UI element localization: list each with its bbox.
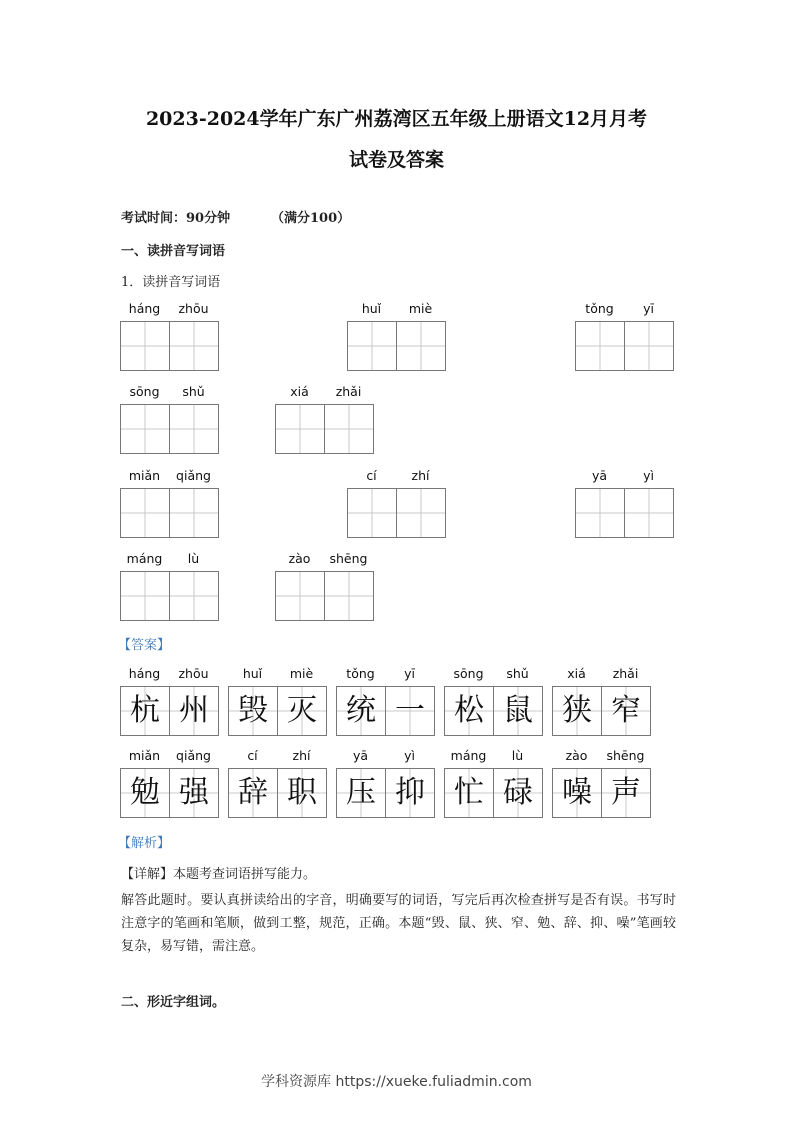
blank-word-huimie <box>347 301 446 371</box>
pinyin: qiǎng <box>176 748 211 763</box>
pinyin: xiá <box>290 384 309 399</box>
pinyin: zào <box>565 748 588 763</box>
answer-cell <box>229 769 278 817</box>
writing-cell <box>348 489 397 537</box>
writing-cell <box>121 489 170 537</box>
pinyin: shǔ <box>182 384 205 399</box>
pinyin: yī <box>404 666 415 681</box>
answer-cell <box>278 769 327 817</box>
blank-word-yayi <box>575 468 674 538</box>
answer-cell <box>553 687 602 735</box>
exam-score: （满分100） <box>271 211 351 226</box>
answer-word <box>552 666 651 736</box>
pinyin: zhǎi <box>612 666 639 681</box>
pinyin: tǒng <box>585 301 614 316</box>
answer-cell <box>278 687 327 735</box>
writing-cell <box>325 405 374 453</box>
pinyin: lù <box>187 551 200 566</box>
pinyin: zhí <box>411 468 430 483</box>
answer-char: 声 <box>611 775 641 810</box>
writing-cell <box>170 322 219 370</box>
pinyin: zhí <box>292 748 311 763</box>
answer-char: 窄 <box>611 693 641 728</box>
writing-cell <box>348 322 397 370</box>
pinyin: yā <box>591 468 608 483</box>
writing-cell <box>276 572 325 620</box>
pinyin: xiá <box>567 666 586 681</box>
answer-cell <box>602 769 651 817</box>
answer-word <box>444 666 543 736</box>
answer-char: 毁 <box>238 693 268 728</box>
blank-word-zaosheng <box>275 551 374 621</box>
answer-char: 强 <box>179 775 209 810</box>
pinyin: miǎn <box>128 748 161 763</box>
answer-char: 州 <box>179 693 209 728</box>
pinyin: tǒng <box>346 666 375 681</box>
answer-cell <box>445 687 494 735</box>
section1-heading: 一、读拼音写词语 <box>121 244 226 259</box>
answer-word <box>336 748 435 818</box>
answer-char: 压 <box>346 775 376 810</box>
pinyin: máng <box>126 551 163 566</box>
section2-heading: 二、形近字组词。 <box>121 995 226 1010</box>
answer-word <box>120 666 219 736</box>
pinyin: miè <box>289 666 314 681</box>
pinyin: zhōu <box>178 301 209 316</box>
pinyin: huǐ <box>242 666 263 681</box>
question-1: 1．读拼音写词语 <box>121 275 221 290</box>
blank-word-tongyi <box>575 301 674 371</box>
writing-cell <box>121 322 170 370</box>
answer-char: 狭 <box>562 693 592 728</box>
answer-cell <box>121 687 170 735</box>
page-title: 2023-2024学年广东广州荔湾区五年级上册语文12月月考 <box>145 108 648 130</box>
answer-cell <box>170 687 219 735</box>
pinyin: yī <box>643 301 654 316</box>
answer-cell <box>229 687 278 735</box>
writing-cell <box>170 489 219 537</box>
writing-cell <box>325 572 374 620</box>
answer-label: 【答案】 <box>118 638 171 653</box>
writing-cell <box>576 489 625 537</box>
analysis-label: 【解析】 <box>118 836 171 851</box>
blank-word-mianqiang <box>120 468 219 538</box>
answer-char: 鼠 <box>503 693 533 728</box>
pinyin: zhōu <box>178 666 209 681</box>
pinyin: huǐ <box>361 301 382 316</box>
answer-word <box>228 666 327 736</box>
answer-cell <box>553 769 602 817</box>
answer-cell <box>494 687 543 735</box>
answer-word <box>444 748 543 818</box>
explanation-text: 解答此题时。要认真拼读给出的字音，明确要写的词语，写完后再次检查拼写是否有误。书写时注意字的笔画和笔顺，做到工整，规范，正确。本题“毁、鼠、狭、窄、勉、辞、抑、噪”笔画较复杂，易写错，需注意。 <box>121 893 676 954</box>
footer-watermark: 学科资源库 https://xueke.fuliadmin.com <box>261 1074 532 1090</box>
page-title-line2: 试卷及答案 <box>348 149 444 171</box>
answer-char: 勉 <box>130 775 160 810</box>
pinyin: qiǎng <box>176 468 211 483</box>
answer-char: 辞 <box>238 775 268 810</box>
pinyin: lù <box>511 748 524 763</box>
answer-cell <box>337 687 386 735</box>
pinyin: sōng <box>129 384 160 399</box>
answer-char: 灭 <box>287 693 317 728</box>
pinyin: máng <box>450 748 487 763</box>
writing-cell <box>625 322 674 370</box>
pinyin: miǎn <box>128 468 161 483</box>
writing-cell <box>276 405 325 453</box>
pinyin: yì <box>404 748 415 763</box>
pinyin: zào <box>288 551 311 566</box>
answer-char: 一 <box>395 693 425 728</box>
answer-cell <box>494 769 543 817</box>
answer-cell <box>386 769 435 817</box>
answer-char: 松 <box>454 693 484 728</box>
exam-time: 考试时间：90分钟 <box>121 211 231 226</box>
writing-cell <box>397 322 446 370</box>
answer-cell <box>602 687 651 735</box>
pinyin: shǔ <box>506 666 529 681</box>
pinyin: yā <box>352 748 369 763</box>
blank-word-manglu <box>120 551 219 621</box>
answer-word <box>336 666 435 736</box>
writing-cell <box>625 489 674 537</box>
blank-word-cizhi <box>347 468 446 538</box>
answer-char: 忙 <box>454 775 484 810</box>
answer-word <box>228 748 327 818</box>
answer-cell <box>121 769 170 817</box>
answer-char: 杭 <box>130 693 160 728</box>
pinyin: zhǎi <box>335 384 362 399</box>
answer-char: 碌 <box>503 775 533 810</box>
blank-word-songshu <box>120 384 219 454</box>
writing-cell <box>170 405 219 453</box>
writing-cell <box>121 405 170 453</box>
answer-word <box>120 748 219 818</box>
writing-cell <box>170 572 219 620</box>
pinyin: shēng <box>329 551 368 566</box>
blank-word-xiazhai <box>275 384 374 454</box>
answer-char: 抑 <box>395 775 425 810</box>
writing-cell <box>121 572 170 620</box>
answer-cell <box>386 687 435 735</box>
pinyin: háng <box>128 666 161 681</box>
answer-char: 噪 <box>562 775 592 810</box>
blank-word-hangzhou <box>120 301 219 371</box>
pinyin: shēng <box>606 748 645 763</box>
detail-text: 【详解】本题考查词语拼写能力。 <box>121 867 317 882</box>
answer-cell <box>337 769 386 817</box>
answer-char: 统 <box>346 693 376 728</box>
pinyin: miè <box>408 301 433 316</box>
answer-word <box>552 748 651 818</box>
answer-cell <box>170 769 219 817</box>
pinyin: háng <box>128 301 161 316</box>
writing-cell <box>397 489 446 537</box>
answer-cell <box>445 769 494 817</box>
pinyin: yì <box>643 468 654 483</box>
pinyin: cí <box>247 748 258 763</box>
pinyin: sōng <box>453 666 484 681</box>
answer-char: 职 <box>287 775 317 810</box>
pinyin: cí <box>366 468 377 483</box>
writing-cell <box>576 322 625 370</box>
